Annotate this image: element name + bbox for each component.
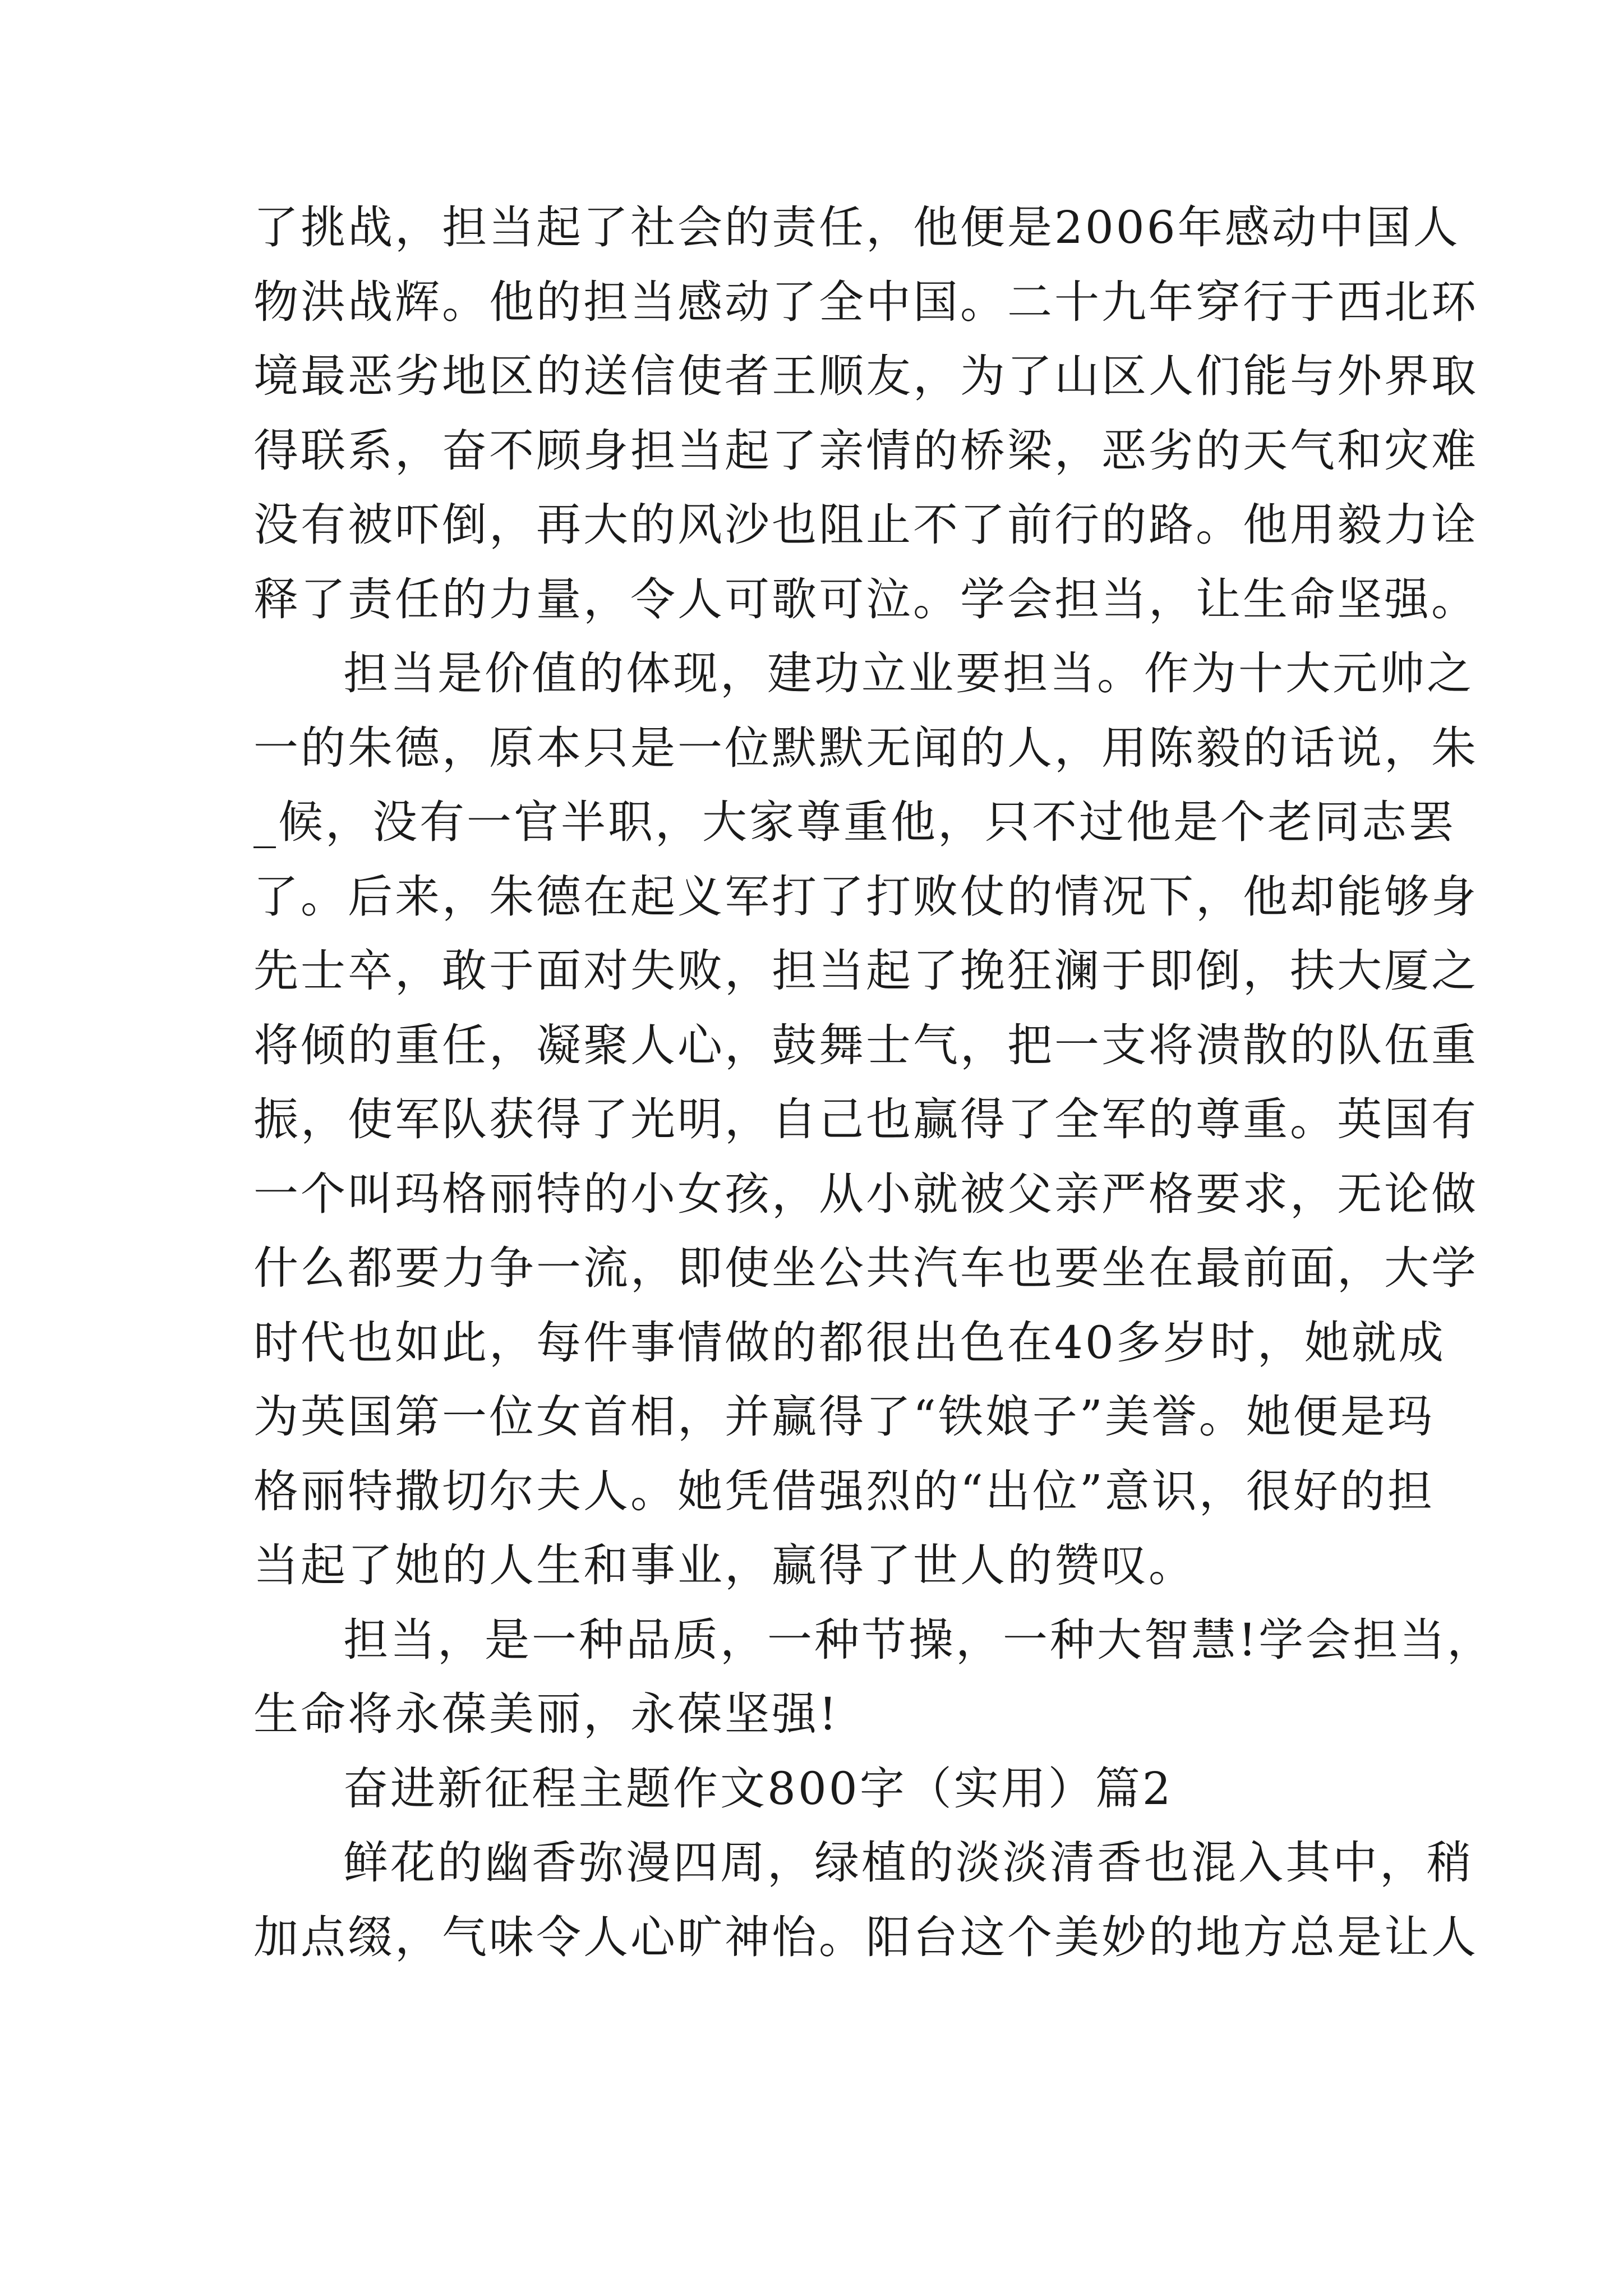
text-line: 境最恶劣地区的送信使者王顺友，为了山区人们能与外界取	[253, 350, 1478, 402]
text-line: 当起了她的人生和事业，赢得了世人的赞叹。	[253, 1539, 1196, 1591]
text-line: 生命将永葆美丽，永葆坚强!	[253, 1688, 840, 1740]
paragraph-start-line: 担当是价值的体现，建功立业要担当。作为十大元帅之	[343, 647, 1474, 700]
text-line: _候，没有一官半职，大家尊重他，只不过他是个老同志罢	[253, 796, 1456, 848]
section-heading: 奋进新征程主题作文800字（实用）篇2	[343, 1762, 1173, 1815]
text-line: 没有被吓倒，再大的风沙也阻止不了前行的路。他用毅力诠	[253, 499, 1478, 551]
text-line: 了。后来，朱德在起义军打了打败仗的情况下，他却能够身	[253, 870, 1478, 923]
text-line: 加点缀，气味令人心旷神怡。阳台这个美妙的地方总是让人	[253, 1911, 1478, 1963]
text-line: 什么都要力争一流，即使坐公共汽车也要坐在最前面，大学	[253, 1242, 1478, 1294]
text-line: 为英国第一位女首相，并赢得了“铁娘子”美誉。她便是玛	[253, 1391, 1435, 1443]
text-line: 了挑战，担当起了社会的责任，他便是2006年感动中国人	[253, 201, 1460, 254]
text-line: 振，使军队获得了光明，自己也赢得了全军的尊重。英国有	[253, 1093, 1478, 1145]
text-line: 一个叫玛格丽特的小女孩，从小就被父亲严格要求，无论做	[253, 1167, 1478, 1220]
text-line: 物洪战辉。他的担当感动了全中国。二十九年穿行于西北环	[253, 275, 1478, 328]
text-line: 格丽特撒切尔夫人。她凭借强烈的“出位”意识，很好的担	[253, 1465, 1435, 1517]
text-line: 得联系，奋不顾身担当起了亲情的桥梁，恶劣的天气和灾难	[253, 424, 1478, 477]
text-line: 将倾的重任，凝聚人心，鼓舞士气，把一支将溃散的队伍重	[253, 1019, 1478, 1071]
document-body	[253, 191, 1495, 1975]
paragraph-start-line: 担当，是一种品质，一种节操，一种大智慧!学会担当，	[343, 1613, 1495, 1666]
text-line: 先士卒，敢于面对失败，担当起了挽狂澜于即倒，扶大厦之	[253, 945, 1478, 997]
text-line: 时代也如此，每件事情做的都很出色在40多岁时，她就成	[253, 1316, 1446, 1369]
text-line: 释了责任的力量，令人可歌可泣。学会担当，让生命坚强。	[253, 573, 1478, 625]
text-line: 一的朱德，原本只是一位默默无闻的人，用陈毅的话说，朱	[253, 721, 1478, 774]
paragraph-start-line: 鲜花的幽香弥漫四周，绿植的淡淡清香也混入其中，稍	[343, 1837, 1474, 1889]
